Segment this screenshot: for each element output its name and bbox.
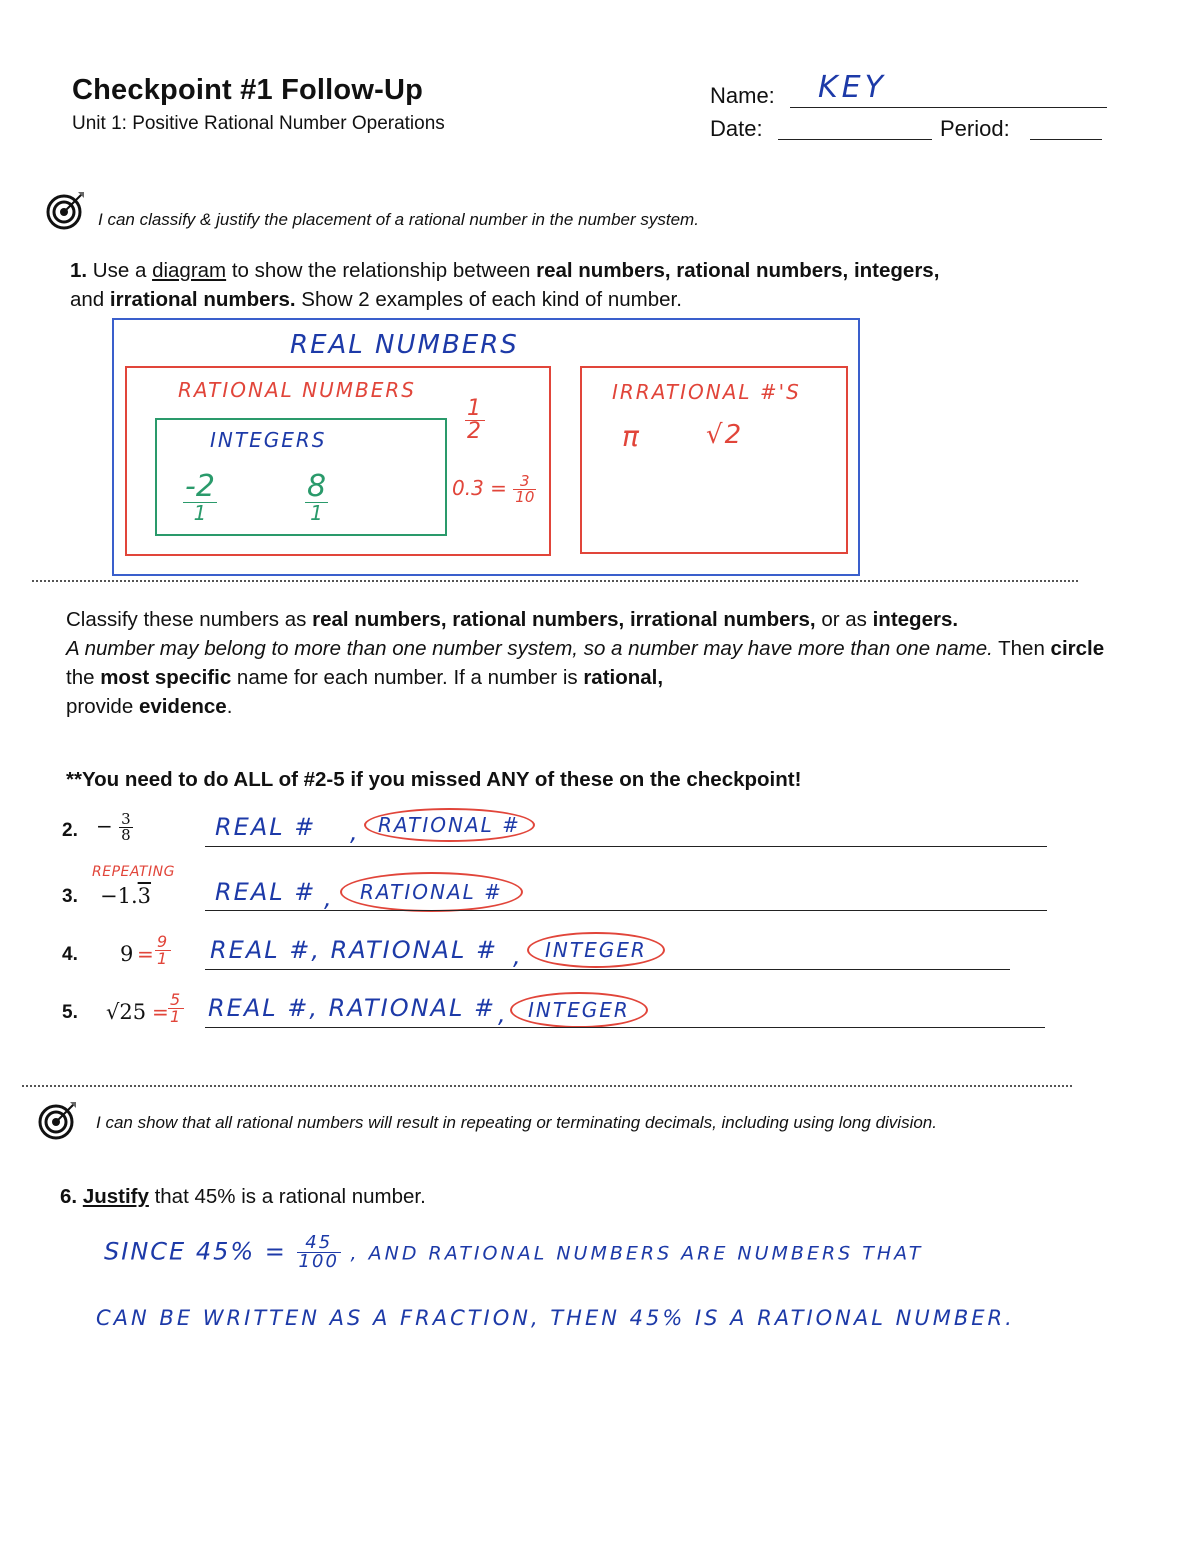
rational-example-2-num: 3 [520, 472, 530, 490]
rational-example-1-num: 1 [467, 396, 483, 421]
item-5-circled-answer: INTEGER [510, 992, 648, 1028]
item-3-answer-line [205, 910, 1047, 911]
item-3-expression [100, 884, 151, 908]
item-3-circled-answer: RATIONAL # [340, 872, 523, 912]
integer-example-1-den: 1 [183, 502, 217, 523]
date-field[interactable] [778, 139, 932, 140]
instructions-j: name for each number. If a number is [231, 666, 584, 689]
answer-6-line-1-a: SINCE 45% = [104, 1237, 287, 1266]
irrational-numbers-label: IRRATIONAL #'S [612, 380, 801, 404]
rational-example-2-prefix: 0.3 = [452, 476, 507, 500]
item-5-evidence [168, 992, 184, 1025]
instructions-f: Then [992, 637, 1051, 660]
rational-example-1-den: 2 [467, 419, 483, 444]
question-1-text-b: to show the relationship between [226, 259, 537, 282]
question-1-underlined: diagram [152, 259, 227, 282]
instructions-e: A number may belong to more than one number system, so a number may have more than one name. [66, 637, 993, 660]
question-6 [60, 1182, 426, 1211]
item-4-evidence-den: 1 [157, 949, 170, 968]
question-1-text-a: Use a [87, 259, 153, 282]
integer-example-2 [305, 469, 328, 525]
objective-1: I can classify & justify the placement of a rational number in the number system. [98, 210, 699, 229]
item-5-expression: √25 [106, 1000, 147, 1024]
target-icon [46, 190, 86, 230]
question-1-text-c: and [70, 288, 110, 311]
item-4-equals: = [137, 942, 156, 966]
answer-6-line-1-b: , AND RATIONAL NUMBERS ARE NUMBERS THAT [350, 1242, 924, 1265]
answer-6-num: 45 [305, 1232, 333, 1253]
integer-example-1 [183, 469, 217, 525]
item-5-separator: , [498, 1000, 508, 1028]
item-5-evidence-den: 1 [170, 1007, 183, 1026]
period-field[interactable] [1030, 139, 1102, 140]
item-3-repeating-digit: 3 [137, 884, 152, 908]
item-2-answer-line [205, 846, 1047, 847]
section-divider-1 [32, 580, 1078, 582]
integer-example-2-num: 8 [307, 469, 327, 504]
item-3-answer: REAL # [215, 878, 317, 906]
instructions-g: circle [1050, 637, 1105, 660]
name-label: Name: [710, 83, 775, 108]
instructions-l: provide [66, 695, 139, 718]
question-6-underlined: Justify [82, 1185, 149, 1208]
question-6-text: that 45% is a rational number. [148, 1185, 426, 1208]
answer-6-line-2: CAN BE WRITTEN AS A FRACTION, THEN 45% IS A RATIONAL NUMBER. [96, 1306, 1015, 1330]
item-4-number: 4. [62, 944, 78, 965]
question-1 [70, 256, 1130, 314]
item-2-separator: , [350, 818, 360, 846]
item-3-number: 3. [62, 886, 78, 907]
item-3-note: REPEATING [92, 864, 175, 880]
question-1-number: 1. [70, 259, 88, 282]
item-4-separator: , [513, 942, 523, 970]
instructions-b: real numbers, rational numbers, irrational numbers, [312, 608, 816, 631]
item-2-num: 3 [121, 810, 131, 828]
integer-example-2-den: 1 [305, 502, 328, 523]
item-4-answer-line [205, 969, 1010, 970]
item-2-expression [96, 812, 133, 843]
instructions-n: . [226, 695, 233, 718]
real-numbers-label: REAL NUMBERS [290, 330, 519, 360]
rational-example-2 [452, 474, 536, 505]
item-2-number: 2. [62, 820, 78, 841]
item-5-answer: REAL #, RATIONAL # [208, 994, 497, 1022]
name-field[interactable] [790, 107, 1107, 108]
instructions-d: integers. [872, 608, 959, 631]
instructions-k: rational, [583, 666, 664, 689]
page-title: Checkpoint #1 Follow-Up [72, 74, 423, 106]
period-label: Period: [940, 116, 1010, 141]
item-3-separator: , [324, 884, 334, 912]
question-6-number: 6. [60, 1185, 78, 1208]
integer-example-1-num: -2 [185, 469, 215, 504]
integers-label: INTEGERS [210, 428, 327, 452]
target-icon [38, 1100, 78, 1140]
question-1-text-d: Show 2 examples of each kind of number. [295, 288, 682, 311]
answer-6-den: 100 [298, 1251, 339, 1272]
checkpoint-note: **You need to do ALL of #2-5 if you missed ANY of these on the checkpoint! [66, 768, 802, 791]
item-3-expr: −1. [100, 884, 138, 908]
rational-numbers-label: RATIONAL NUMBERS [178, 378, 416, 402]
item-2-sign: − [96, 814, 113, 838]
answer-6-line-1 [104, 1234, 923, 1271]
classification-instructions [66, 605, 1136, 721]
item-4-expression: 9 [120, 942, 134, 966]
item-4-evidence-num: 9 [157, 932, 170, 951]
rational-example-1 [465, 398, 485, 443]
instructions-c: or as [815, 608, 873, 631]
question-1-bold-a: real numbers, rational numbers, integers, [536, 259, 940, 282]
instructions-a: Classify these numbers as [66, 608, 313, 631]
date-label: Date: [710, 116, 763, 141]
irrational-example-1: π [622, 420, 641, 453]
item-2-answer: REAL # [215, 813, 317, 841]
irrational-example-2: √2 [706, 420, 744, 450]
item-4-circled-answer: INTEGER [527, 932, 665, 968]
item-4-evidence [155, 934, 171, 967]
item-5-answer-line [205, 1027, 1045, 1028]
name-value: KEY [818, 70, 887, 105]
item-2-den: 8 [121, 826, 131, 844]
item-5-equals: = [152, 1000, 171, 1024]
instructions-m: evidence [138, 695, 227, 718]
rational-example-2-den: 10 [515, 488, 535, 506]
item-2-circled-answer: RATIONAL # [364, 808, 535, 842]
item-4-answer: REAL #, RATIONAL # [210, 936, 499, 964]
objective-2: I can show that all rational numbers will result in repeating or terminating decimals, including using long division. [96, 1113, 937, 1132]
instructions-i: most specific [100, 666, 232, 689]
page-subtitle: Unit 1: Positive Rational Number Operations [72, 113, 445, 134]
instructions-h: the [66, 666, 101, 689]
item-5-evidence-num: 5 [170, 990, 183, 1009]
question-1-bold-b: irrational numbers. [109, 288, 296, 311]
item-5-number: 5. [62, 1002, 78, 1023]
section-divider-2 [22, 1085, 1072, 1087]
